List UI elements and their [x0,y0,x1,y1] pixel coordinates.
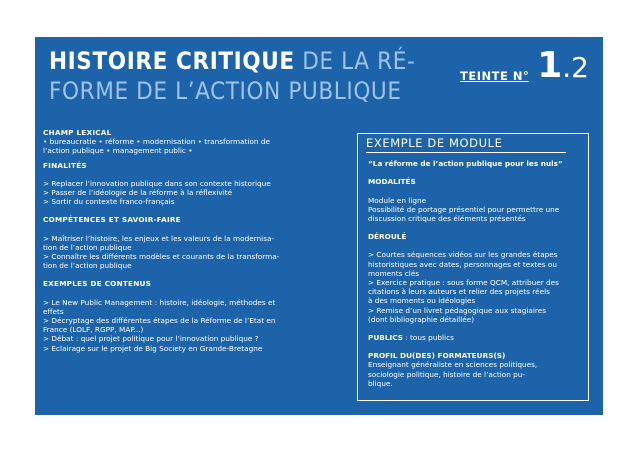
module-title: EXEMPLE DE MODULE [366,139,566,153]
competences-item: > Connaître les différents modèles et courants de la transforma- [43,252,280,262]
deroule-line: moments clés [368,268,420,278]
competences-item: > Maîtriser l’histoire, les enjeux et les valeurs de la modernisa- [43,233,275,243]
exemples-item: effets [43,306,64,316]
exemples-item: France (LOLF, RGPP, MAP...) [43,325,144,335]
profil-heading: PROFIL DU(DES) FORMATEURS(S) [368,351,506,361]
competences-item: tion de l’action publique [43,261,132,271]
deroule-line: historistiques avec dates, personnages et textes ou [368,259,557,269]
champ-lexical-line: • bureaucratie • réforme • modernisation • transformation de [43,137,270,147]
publics-value: : tous publics [402,333,454,343]
module-subtitle: “La réforme de l’action publique pour les nuls” [368,159,563,169]
left-column [43,128,323,353]
modalites-line: Module en ligne [368,195,427,205]
competences-heading: COMPÉTENCES ET SAVOIR-FAIRE [43,215,181,225]
exemples-heading: EXEMPLES DE CONTENUS [43,279,152,289]
deroule-line: à des moments ou idéologies [368,296,476,306]
title-light-part-2: FORME DE L’ACTION PUBLIQUE [49,77,402,105]
content-card [35,37,603,415]
competences-item: tion de l’action publique [43,242,132,252]
title-light-part-1: DE LA RÉ- [294,47,416,75]
exemples-item: > Débat : quel projet politique pour l’innovation publique ? [43,334,259,344]
teinte-number [537,47,589,87]
teinte-major: 1 [537,45,563,86]
exemples-item: > Le New Public Management : histoire, idéologie, méthodes et [43,297,276,307]
profil-line: blique. [368,378,393,388]
exemples-item: > Décryptage des différentes étapes de la Réforme de l’Etat en [43,316,276,326]
finalites-item: > Replacer l’innovation publique dans son contexte historique [43,178,271,188]
deroule-line: > Remise d’un livret pédagogique aux stagiaires [368,305,547,315]
profil-line: Enseignant généraliste en sciences politiques, [368,360,538,370]
publics-heading: PUBLICS [368,333,403,343]
deroule-line: > Courtes séquences vidéos sur les grandes étapes [368,250,558,260]
modalites-line: Possibilité de portage présentiel pour permettre une [368,204,560,214]
deroule-line: > Exercice pratique : sous forme QCM, attribuer des [368,278,559,288]
teinte-minor: .2 [562,51,589,84]
teinte-label: TEINTE N° [460,69,530,83]
publics-line [368,333,580,342]
champ-lexical-line: l’action publique • management public • [43,146,193,156]
modalites-heading: MODALITÉS [368,177,416,187]
teinte-indicator [460,47,589,87]
deroule-line: citations à leurs auteurs et relier des projets réels [368,287,550,297]
deroule-line: (dont bibliographie détaillée) [368,314,475,324]
page-title [49,46,469,106]
deroule-heading: DÉROULÉ [368,232,407,242]
module-box [357,133,589,401]
finalites-item: > Passer de l’idéologie de la réforme à la réflexivité [43,188,233,198]
title-bold-part: HISTOIRE CRITIQUE [49,47,295,75]
champ-lexical-heading: CHAMP LEXICAL [43,128,112,137]
profil-line: sociologie politique, histoire de l’action pu- [368,369,526,379]
modalites-line: discussion critique des éléments présentés [368,214,526,224]
exemples-item: > Eclairage sur le projet de Big Society en Grande-Bretagne [43,343,263,353]
finalites-heading: FINALITÉS [43,160,87,170]
finalites-item: > Sortir du contexte franco-français [43,197,175,207]
module-body [358,153,588,388]
